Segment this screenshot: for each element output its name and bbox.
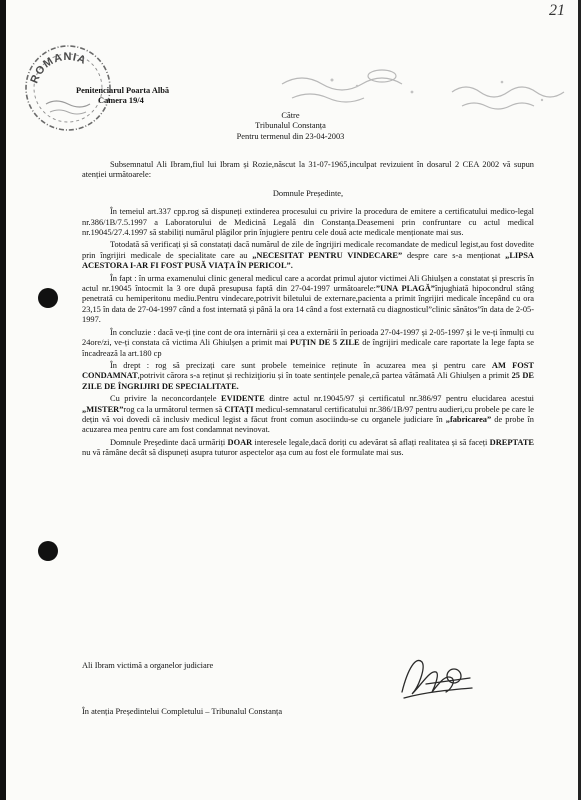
emphasis-text: DOAR (227, 437, 253, 447)
paragraph-text: În concluzie : dacă ve-ți ține cont de ora internării și cea a externării în perioada 27-04-1997 și 2-05-1997 și le ve-ți înmulți cu 24ore/zi, ve-ți constata că victima Ali Ghiulșen a primit mai (82, 327, 534, 348)
sender-institution: Penitenciarul Poarta Albă (76, 86, 170, 95)
emphasis-text: PUȚIN DE 5 ZILE (289, 338, 360, 348)
punch-hole (38, 541, 58, 561)
emphasis-text: 25 DE ZILE DE ÎNGRIJIRI DE SPECIALITATE. (82, 371, 534, 391)
punch-hole (38, 288, 58, 308)
emphasis-text: EVIDENTE (220, 394, 265, 404)
signature-line: Ali Ibram victimă a organelor judiciare (82, 661, 214, 670)
paragraph-text: În fapt : în urma examenului clinic general medicul care a acordat primul ajutor victimei Ali Ghiulșen a constatat și prescris în actul nr.19045 întocmit la 3 ore după presupusa faptă din 27-04-1997 următoarele: (82, 273, 534, 294)
emphasis-text: „NECESITAT PENTRU VINDECARE” (252, 250, 403, 260)
letter-body (82, 160, 534, 461)
paragraph-text: În drept : rog să precizați care sunt probele temeinice reținute în acuzarea mea și pentru care (110, 360, 492, 370)
paragraph-request (82, 207, 534, 238)
stamp-text: ROMANIA (28, 50, 89, 86)
footer-note: În atenția Președintelui Completului – Tribunalul Constanța (82, 707, 283, 716)
recipient-court: Tribunalul Constanța (255, 121, 326, 131)
handwritten-signature (396, 648, 476, 706)
emphasis-text: „MISTER” (82, 404, 124, 414)
paragraph-facts (82, 274, 534, 326)
paragraph-text: rog ca la următorul termen să (123, 404, 225, 414)
paragraph-text: medicul-semnatarul certificatului nr.386/1B/97 pentru audieri,cu probele pe care le dețin vă voi dovedi că inclusiv medicul legist a făcut front comun asociindu-se cu organele judiciare în (82, 404, 534, 424)
svg-text:ROMANIA (28, 51, 88, 85)
paragraph-text: înjughiată hipocondrul stâng penetrată cu hemiperitonu mediu.Pentru vindecare,potrivit biletului de externare,pacienta a primit îngrijiri medicale începând cu ora 23,15 în data de 27-04-1997 când a fost internată și până la ora 14 când a fost externată cu diagnosticul”clinic sănătos”în data de 2-05-1997. (82, 284, 534, 325)
paragraph-text: Cu privire la neconcordanțele (110, 394, 221, 404)
salutation: Domnule Președinte, (272, 188, 344, 198)
paragraph-text: interesele legale,dacă doriți cu adevărat să aflați realitatea și să faceți (252, 437, 490, 447)
emphasis-text: DREPTATE (489, 437, 534, 447)
paragraph-text: În temeiul art.337 cpp.rog să dispuneți extinderea procesului cu privire la procedura de emitere a certificatului medico-legal nr.386/1B/7.5.1997 a Laboratorului de Medicină Legală din Constanța.Deasemeni prin confruntare cu actul medical nr.19045/27.4.1997 să stabiliți numărul plăgilor prin înjugiere pentru cele două acte medicale menționate mai sus. (82, 207, 534, 238)
emphasis-text: AM FOST CONDAMNAT (82, 360, 535, 381)
paragraph-text: Domnule Președinte dacă urmăriți (110, 437, 228, 447)
faint-stamp-mark (262, 62, 581, 118)
page-number: 21 (549, 2, 565, 19)
paragraph-text: ,potrivit cărora s-a reținut și rechiziţioriu și în toate sentințele penale,că partea vătămată Ali Ghiulșen a primit (137, 371, 512, 381)
emphasis-text: „fabricarea” (445, 414, 492, 424)
sender-block (76, 86, 169, 107)
emphasis-text: CITAȚI (224, 404, 254, 414)
paragraph-text: de îngrijiri medicale care raportate la lege fapta se încadrează la art.180 cp (82, 338, 534, 358)
recipient-term: Pentru termenul din 23-04-2003 (236, 131, 345, 141)
paragraph-conclusion (82, 328, 534, 359)
paragraph-text: nu vă rămâne decât să dispuneți asupra tuturor aspectelor așa cum au fost ele formulate mai sus. (82, 448, 404, 458)
paragraph-verification (82, 240, 534, 271)
paragraph-closing (82, 438, 534, 459)
paragraph-law (82, 361, 534, 392)
recipient-block (0, 111, 581, 142)
paragraph-text: Totodată să verificați și să constatați dacă numărul de zile de îngrijiri medicale recomandate de medicul legist,au fost dovedite prin îngrijiri medicale de specialitate care au (82, 240, 534, 260)
intro-paragraph: Subsemnatul Ali Ibram,fiul lui Ibram și Rozie,născut la 31-07-1965,inculpat revizuient în dosarul 2 CEA 2002 vă supun atenției următoarele: (82, 160, 534, 180)
sender-cell: Camera 19/4 (98, 96, 144, 106)
paragraph-text: despre care s-a menționat (402, 250, 506, 260)
paragraph-text: de probe în acuzarea mea pentru care am fost condamnat nevinovat. (82, 414, 534, 435)
emphasis-text: ”UNA PLAGĂ” (375, 284, 435, 294)
emphasis-text: „LIPSA ACESTORA I-AR FI FOST PUSĂ VIAȚA ÎN PERICOL”. (82, 250, 534, 271)
paragraph-text: dintre actul nr.19045/97 și certificatul nr.386/97 pentru elucidarea acestui (264, 394, 534, 404)
recipient-to: Către (281, 111, 300, 120)
paragraph-inconsistencies (82, 394, 534, 436)
